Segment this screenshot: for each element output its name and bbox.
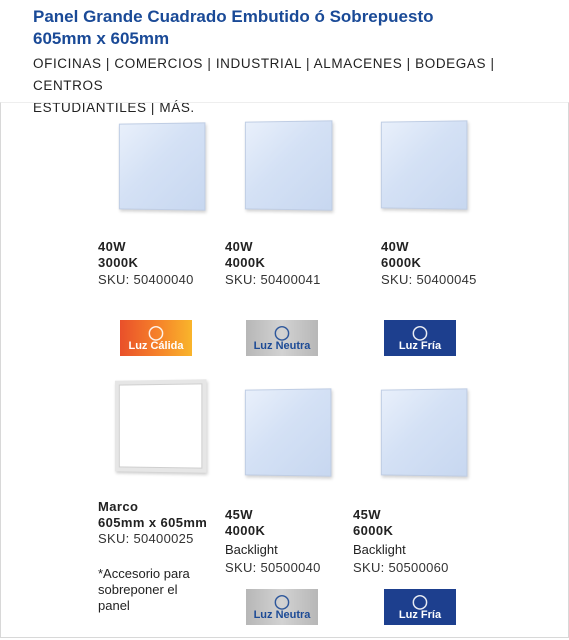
badge-label: Luz Fría (398, 340, 442, 352)
light-badge-neutral (246, 320, 318, 356)
badge-label: Luz Neutra (253, 609, 311, 621)
product-wattage: 40W (98, 239, 126, 254)
product-wattage: 40W (225, 239, 253, 254)
product-temperature: 4000K (225, 255, 266, 270)
accessory-note-line-2: sobreponer el (98, 582, 178, 597)
product-sku: SKU: 50400041 (225, 272, 321, 287)
panel-image (381, 388, 468, 476)
panel-image (245, 120, 333, 210)
product-name: Marco (98, 499, 139, 514)
badge-label: Luz Fría (398, 609, 442, 621)
product-wattage: 40W (381, 239, 409, 254)
light-badge-warm (120, 320, 192, 356)
panel-image (119, 122, 206, 210)
panel-image (381, 120, 468, 209)
lightbulb-icon: ◯ (148, 324, 164, 340)
product-sku: SKU: 50400045 (381, 272, 477, 287)
lightbulb-icon: ◯ (412, 324, 428, 340)
badge-label: Luz Cálida (128, 340, 184, 352)
panel-image (245, 388, 332, 476)
title-line-2: 605mm x 605mm (33, 29, 170, 48)
product-temperature: 3000K (98, 255, 139, 270)
product-wattage: 45W (225, 507, 253, 522)
product-temperature: 4000K (225, 523, 266, 538)
lightbulb-icon: ◯ (412, 593, 428, 609)
title-line-1: Panel Grande Cuadrado Embutido ó Sobrepuesto (33, 7, 434, 26)
product-type: Backlight (225, 542, 278, 557)
product-sku: SKU: 50400040 (98, 272, 194, 287)
product-sku: SKU: 50400025 (98, 531, 194, 546)
product-temperature: 6000K (353, 523, 394, 538)
subtitle-line-2: ESTUDIANTILES | MÁS. (33, 100, 195, 115)
frame-image (115, 379, 207, 472)
page-title (33, 6, 553, 50)
product-type: Backlight (353, 542, 406, 557)
subtitle-line-1: OFICINAS | COMERCIOS | INDUSTRIAL | ALMACENES | BODEGAS | CENTROS (33, 56, 495, 93)
light-badge-cold (384, 320, 456, 356)
product-temperature: 6000K (381, 255, 422, 270)
badge-label: Luz Neutra (253, 340, 311, 352)
product-sku: SKU: 50500060 (353, 560, 449, 575)
product-wattage: 45W (353, 507, 381, 522)
accessory-note-line-3: panel (98, 598, 130, 613)
accessory-note-line-1: *Accesorio para (98, 566, 190, 581)
light-badge-neutral (246, 589, 318, 625)
light-badge-cold (384, 589, 456, 625)
lightbulb-icon: ◯ (274, 593, 290, 609)
product-sku: SKU: 50500040 (225, 560, 321, 575)
lightbulb-icon: ◯ (274, 324, 290, 340)
product-size: 605mm x 605mm (98, 515, 208, 530)
